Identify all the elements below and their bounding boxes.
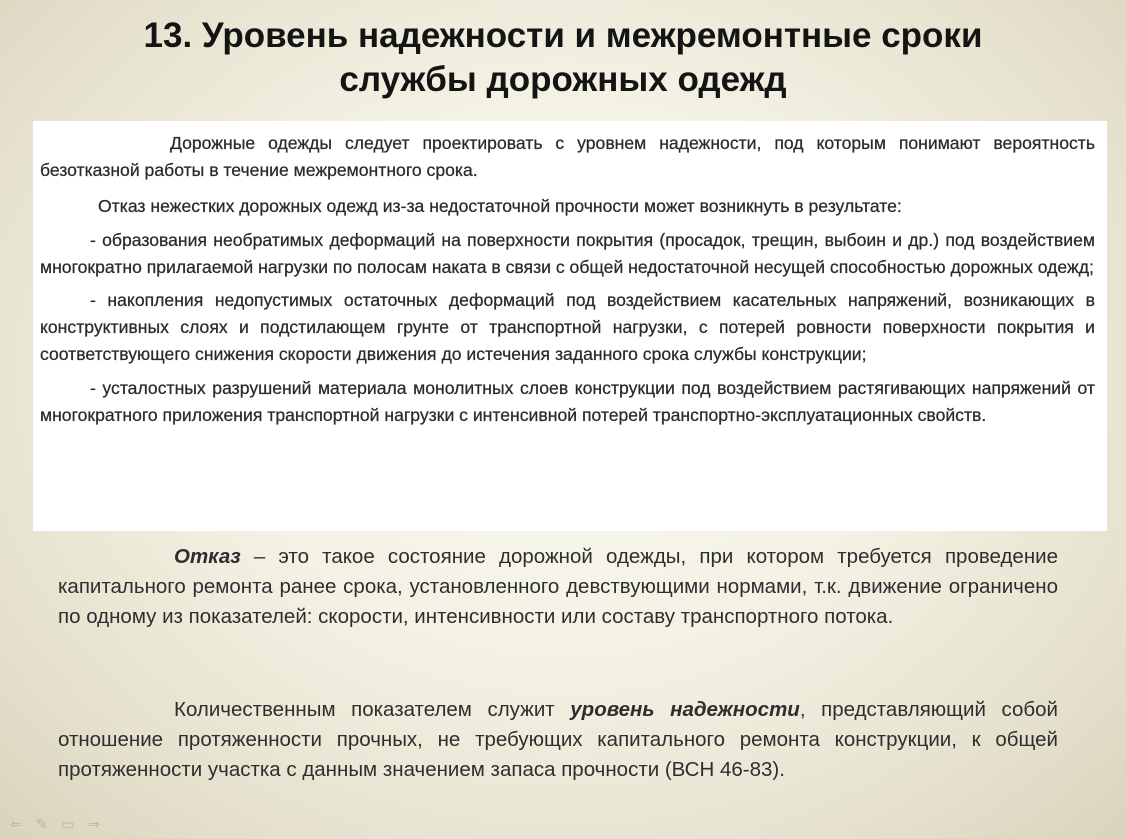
panel-paragraph-failure: Отказ нежестких дорожных одежд из-за недостаточной прочности может возникнуть в результате: bbox=[98, 196, 902, 217]
panel-paragraph-reliability: Дорожные одежды следует проектировать с уровнем надежности, под которым понимают вероятность безотказной работы в течение межремонтного срока. bbox=[40, 133, 1095, 181]
text-panel bbox=[33, 121, 1107, 531]
definition-term: Отказ bbox=[174, 545, 241, 568]
definition-block bbox=[58, 542, 1058, 632]
slide-menu-icon[interactable]: ▭ bbox=[61, 817, 75, 833]
arrow-right-icon[interactable]: ⇒ bbox=[88, 817, 100, 833]
pen-icon[interactable]: ✎ bbox=[36, 817, 48, 833]
quantity-lead: Количественным показателем служит bbox=[174, 698, 571, 721]
slide-title-line1: 13. Уровень надежности и межремонтные сроки bbox=[143, 16, 983, 55]
arrow-left-icon[interactable]: ⇐ bbox=[10, 817, 22, 833]
quantity-paragraph bbox=[58, 695, 1058, 785]
slide-title-line2: службы дорожных одежд bbox=[339, 60, 787, 99]
definition-paragraph bbox=[58, 542, 1058, 632]
quantity-block bbox=[58, 695, 1058, 785]
slide-title bbox=[0, 14, 1126, 102]
slideshow-controls bbox=[8, 817, 102, 833]
quantity-text: , представляющий собой отношение протяженности прочных, не требующих капитального ремонта конструкции, к общей протяженности участка с данным значением запаса прочности (ВСН 46-83). bbox=[58, 698, 1058, 781]
panel-paragraph-residual: - накопления недопустимых остаточных деформаций под воздействием касательных напряжений, возникающих в конструктивных слоях и подстилающем грунте от транспортной нагрузки, с потерей ровности поверхности покрытия и соответствующего снижения скорости движения до истечения заданного срока службы конструкции; bbox=[40, 290, 1095, 365]
definition-text: – это такое состояние дорожной одежды, при котором требуется проведение капитального ремонта ранее срока, установленного девствующими нормами, т.к. движение ограничено по одному из показателей: скорости, интенсивности или составу транспортного потока. bbox=[58, 545, 1058, 628]
panel-paragraph-fatigue: - усталостных разрушений материала монолитных слоев конструкции под воздействием растягивающих напряжений от многократного приложения транспортной нагрузки с интенсивной потерей транспортно-эксплуатационных свойств. bbox=[40, 377, 1095, 425]
quantity-term: уровень надежности bbox=[570, 698, 800, 721]
panel-paragraph-deformation: - образования необратимых деформаций на поверхности покрытия (просадок, трещин, выбоин и др.) под воздействием многократно прилагаемой нагрузки по полосам наката в связи с общей недостаточной несущей способностью дорожных одежд; bbox=[40, 229, 1095, 277]
